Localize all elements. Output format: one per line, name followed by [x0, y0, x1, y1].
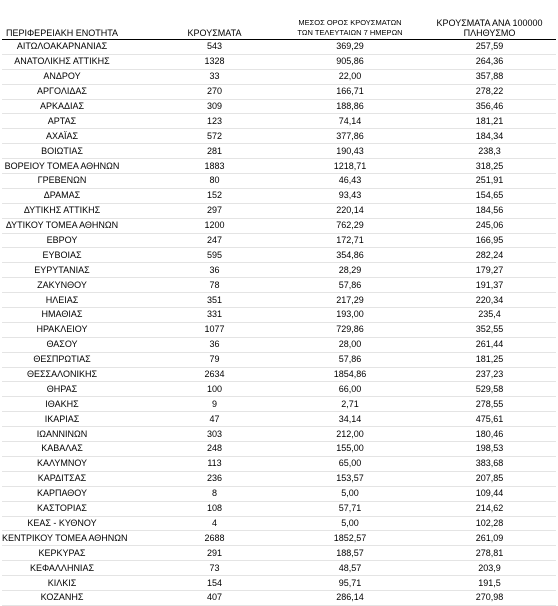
header-cases-per-100000 — [423, 8, 556, 40]
table-row — [2, 159, 556, 174]
cases-cell: 331 — [152, 308, 277, 323]
table-header — [2, 8, 556, 40]
cases-cell: 113 — [152, 456, 277, 471]
area-cell: ΚΑΛΥΜΝΟΥ — [2, 456, 152, 471]
area-cell: ΘΑΣΟΥ — [2, 337, 152, 352]
avg-7day-cell: 188,57 — [277, 546, 423, 561]
table-row — [2, 516, 556, 531]
table-row — [2, 308, 556, 323]
header-cases-per-100000-line2: ΠΛΗΘΥΣΜΟ — [463, 28, 516, 38]
area-cell: ΘΗΡΑΣ — [2, 382, 152, 397]
per-100000-cell: 102,28 — [423, 516, 556, 531]
cases-cell: 248 — [152, 442, 277, 457]
avg-7day-cell: 5,00 — [277, 516, 423, 531]
avg-7day-cell: 155,00 — [277, 442, 423, 457]
table-row — [2, 442, 556, 457]
table-body — [2, 40, 556, 606]
avg-7day-cell: 166,71 — [277, 84, 423, 99]
cases-cell: 1200 — [152, 218, 277, 233]
avg-7day-cell: 377,86 — [277, 129, 423, 144]
area-cell: ΚΟΖΑΝΗΣ — [2, 590, 152, 605]
per-100000-cell: 278,81 — [423, 546, 556, 561]
table-row — [2, 471, 556, 486]
avg-7day-cell: 729,86 — [277, 322, 423, 337]
per-100000-cell: 214,62 — [423, 501, 556, 516]
per-100000-cell: 356,46 — [423, 99, 556, 114]
per-100000-cell: 261,09 — [423, 531, 556, 546]
per-100000-cell: 180,46 — [423, 427, 556, 442]
table-row — [2, 84, 556, 99]
avg-7day-cell: 34,14 — [277, 412, 423, 427]
cases-cell: 152 — [152, 188, 277, 203]
table-row — [2, 397, 556, 412]
area-cell: ΕΒΡΟΥ — [2, 233, 152, 248]
table-row — [2, 456, 556, 471]
table-row — [2, 114, 556, 129]
area-cell: ΑΡΓΟΛΙΔΑΣ — [2, 84, 152, 99]
avg-7day-cell: 1854,86 — [277, 367, 423, 382]
cases-cell: 4 — [152, 516, 277, 531]
area-cell: ΚΕΝΤΡΙΚΟΥ ΤΟΜΕΑ ΑΘΗΝΩΝ — [2, 531, 152, 546]
area-cell: ΚΑΣΤΟΡΙΑΣ — [2, 501, 152, 516]
cases-cell: 236 — [152, 471, 277, 486]
avg-7day-cell: 220,14 — [277, 203, 423, 218]
cases-cell: 33 — [152, 69, 277, 84]
per-100000-cell: 357,88 — [423, 69, 556, 84]
per-100000-cell: 238,3 — [423, 144, 556, 159]
avg-7day-cell: 46,43 — [277, 174, 423, 189]
per-100000-cell: 278,55 — [423, 397, 556, 412]
cases-cell: 407 — [152, 590, 277, 605]
avg-7day-cell: 48,57 — [277, 561, 423, 576]
area-cell: ΔΡΑΜΑΣ — [2, 188, 152, 203]
area-cell: ΑΝΔΡΟΥ — [2, 69, 152, 84]
area-cell: ΕΥΡΥΤΑΝΙΑΣ — [2, 263, 152, 278]
table-row — [2, 590, 556, 605]
header-area: ΠΕΡΙΦΕΡΕΙΑΚΗ ΕΝΟΤΗΤΑ — [2, 8, 152, 40]
cases-cell: 281 — [152, 144, 277, 159]
cases-cell: 291 — [152, 546, 277, 561]
avg-7day-cell: 57,86 — [277, 352, 423, 367]
per-100000-cell: 220,34 — [423, 293, 556, 308]
table-row — [2, 531, 556, 546]
per-100000-cell: 318,25 — [423, 159, 556, 174]
cases-cell: 78 — [152, 278, 277, 293]
area-cell: ΚΑΡΔΙΤΣΑΣ — [2, 471, 152, 486]
area-cell: ΓΡΕΒΕΝΩΝ — [2, 174, 152, 189]
table-row — [2, 352, 556, 367]
avg-7day-cell: 905,86 — [277, 54, 423, 69]
per-100000-cell: 261,44 — [423, 337, 556, 352]
table-row — [2, 427, 556, 442]
header-cases: ΚΡΟΥΣΜΑΤΑ — [152, 8, 277, 40]
cases-cell: 572 — [152, 129, 277, 144]
area-cell: ΑΝΑΤΟΛΙΚΗΣ ΑΤΤΙΚΗΣ — [2, 54, 152, 69]
table-row — [2, 486, 556, 501]
cases-table — [2, 8, 556, 606]
per-100000-cell: 278,22 — [423, 84, 556, 99]
header-7day-average — [277, 8, 423, 40]
per-100000-cell: 237,23 — [423, 367, 556, 382]
area-cell: ΚΕΡΚΥΡΑΣ — [2, 546, 152, 561]
table-row — [2, 561, 556, 576]
per-100000-cell: 181,21 — [423, 114, 556, 129]
cases-cell: 79 — [152, 352, 277, 367]
per-100000-cell: 154,65 — [423, 188, 556, 203]
area-cell: ΒΟΡΕΙΟΥ ΤΟΜΕΑ ΑΘΗΝΩΝ — [2, 159, 152, 174]
avg-7day-cell: 354,86 — [277, 248, 423, 263]
per-100000-cell: 282,24 — [423, 248, 556, 263]
table-row — [2, 367, 556, 382]
table-row — [2, 337, 556, 352]
cases-cell: 36 — [152, 337, 277, 352]
per-100000-cell: 383,68 — [423, 456, 556, 471]
area-cell: ΘΕΣΣΑΛΟΝΙΚΗΣ — [2, 367, 152, 382]
area-cell: ΚΑΒΑΛΑΣ — [2, 442, 152, 457]
per-100000-cell: 245,06 — [423, 218, 556, 233]
table-row — [2, 188, 556, 203]
cases-cell: 309 — [152, 99, 277, 114]
table-row — [2, 54, 556, 69]
cases-cell: 1883 — [152, 159, 277, 174]
avg-7day-cell: 369,29 — [277, 40, 423, 55]
table-row — [2, 576, 556, 591]
avg-7day-cell: 57,71 — [277, 501, 423, 516]
avg-7day-cell: 188,86 — [277, 99, 423, 114]
per-100000-cell: 251,91 — [423, 174, 556, 189]
area-cell: ΙΩΑΝΝΙΝΩΝ — [2, 427, 152, 442]
area-cell: ΚΕΑΣ - ΚΥΘΝΟΥ — [2, 516, 152, 531]
avg-7day-cell: 193,00 — [277, 308, 423, 323]
cases-cell: 9 — [152, 397, 277, 412]
header-7day-average-line1: ΜΕΣΟΣ ΟΡΟΣ ΚΡΟΥΣΜΑΤΩΝ — [298, 18, 402, 27]
table-row — [2, 412, 556, 427]
cases-cell: 351 — [152, 293, 277, 308]
cases-cell: 80 — [152, 174, 277, 189]
cases-cell: 247 — [152, 233, 277, 248]
avg-7day-cell: 28,29 — [277, 263, 423, 278]
cases-cell: 8 — [152, 486, 277, 501]
avg-7day-cell: 5,00 — [277, 486, 423, 501]
per-100000-cell: 109,44 — [423, 486, 556, 501]
per-100000-cell: 191,37 — [423, 278, 556, 293]
avg-7day-cell: 74,14 — [277, 114, 423, 129]
per-100000-cell: 270,98 — [423, 590, 556, 605]
area-cell: ΖΑΚΥΝΘΟΥ — [2, 278, 152, 293]
cases-cell: 2634 — [152, 367, 277, 382]
avg-7day-cell: 93,43 — [277, 188, 423, 203]
area-cell: ΕΥΒΟΙΑΣ — [2, 248, 152, 263]
avg-7day-cell: 95,71 — [277, 576, 423, 591]
table-row — [2, 501, 556, 516]
per-100000-cell: 191,5 — [423, 576, 556, 591]
per-100000-cell: 179,27 — [423, 263, 556, 278]
avg-7day-cell: 286,14 — [277, 590, 423, 605]
area-cell: ΗΛΕΙΑΣ — [2, 293, 152, 308]
area-cell: ΚΑΡΠΑΘΟΥ — [2, 486, 152, 501]
avg-7day-cell: 1218,71 — [277, 159, 423, 174]
cases-cell: 154 — [152, 576, 277, 591]
avg-7day-cell: 2,71 — [277, 397, 423, 412]
header-cases-per-100000-line1: ΚΡΟΥΣΜΑΤΑ ΑΝΑ 100000 — [436, 18, 543, 28]
area-cell: ΚΕΦΑΛΛΗΝΙΑΣ — [2, 561, 152, 576]
cases-cell: 123 — [152, 114, 277, 129]
area-cell: ΗΡΑΚΛΕΙΟΥ — [2, 322, 152, 337]
per-100000-cell: 235,4 — [423, 308, 556, 323]
area-cell: ΙΚΑΡΙΑΣ — [2, 412, 152, 427]
area-cell: ΔΥΤΙΚΟΥ ΤΟΜΕΑ ΑΘΗΝΩΝ — [2, 218, 152, 233]
per-100000-cell: 166,95 — [423, 233, 556, 248]
per-100000-cell: 184,34 — [423, 129, 556, 144]
avg-7day-cell: 172,71 — [277, 233, 423, 248]
avg-7day-cell: 212,00 — [277, 427, 423, 442]
header-row — [2, 8, 556, 40]
table-row — [2, 203, 556, 218]
avg-7day-cell: 28,00 — [277, 337, 423, 352]
cases-cell: 303 — [152, 427, 277, 442]
avg-7day-cell: 1852,57 — [277, 531, 423, 546]
area-cell: ΘΕΣΠΡΩΤΙΑΣ — [2, 352, 152, 367]
cases-cell: 47 — [152, 412, 277, 427]
cases-cell: 36 — [152, 263, 277, 278]
per-100000-cell: 475,61 — [423, 412, 556, 427]
per-100000-cell: 529,58 — [423, 382, 556, 397]
cases-cell: 100 — [152, 382, 277, 397]
table-row — [2, 99, 556, 114]
table-row — [2, 263, 556, 278]
per-100000-cell: 198,53 — [423, 442, 556, 457]
per-100000-cell: 181,25 — [423, 352, 556, 367]
avg-7day-cell: 66,00 — [277, 382, 423, 397]
per-100000-cell: 184,56 — [423, 203, 556, 218]
table-row — [2, 293, 556, 308]
table-row — [2, 129, 556, 144]
area-cell: ΑΙΤΩΛΟΑΚΑΡΝΑΝΙΑΣ — [2, 40, 152, 55]
area-cell: ΗΜΑΘΙΑΣ — [2, 308, 152, 323]
cases-cell: 73 — [152, 561, 277, 576]
avg-7day-cell: 65,00 — [277, 456, 423, 471]
cases-cell: 543 — [152, 40, 277, 55]
cases-cell: 595 — [152, 248, 277, 263]
avg-7day-cell: 153,57 — [277, 471, 423, 486]
table-row — [2, 218, 556, 233]
cases-cell: 1077 — [152, 322, 277, 337]
table-row — [2, 40, 556, 55]
table-row — [2, 278, 556, 293]
cases-cell: 1328 — [152, 54, 277, 69]
area-cell: ΙΘΑΚΗΣ — [2, 397, 152, 412]
per-100000-cell: 257,59 — [423, 40, 556, 55]
per-100000-cell: 352,55 — [423, 322, 556, 337]
table-row — [2, 233, 556, 248]
per-100000-cell: 207,85 — [423, 471, 556, 486]
table-row — [2, 546, 556, 561]
table-row — [2, 144, 556, 159]
area-cell: ΔΥΤΙΚΗΣ ΑΤΤΙΚΗΣ — [2, 203, 152, 218]
cases-cell: 270 — [152, 84, 277, 99]
avg-7day-cell: 22,00 — [277, 69, 423, 84]
cases-cell: 297 — [152, 203, 277, 218]
area-cell: ΒΟΙΩΤΙΑΣ — [2, 144, 152, 159]
cases-cell: 2688 — [152, 531, 277, 546]
cases-cell: 108 — [152, 501, 277, 516]
area-cell: ΑΡΚΑΔΙΑΣ — [2, 99, 152, 114]
table-row — [2, 69, 556, 84]
area-cell: ΑΧΑΪΑΣ — [2, 129, 152, 144]
table-row — [2, 322, 556, 337]
header-7day-average-line2: ΤΩΝ ΤΕΛΕΥΤΑΙΩΝ 7 ΗΜΕΡΩΝ — [297, 28, 403, 37]
table-row — [2, 248, 556, 263]
avg-7day-cell: 217,29 — [277, 293, 423, 308]
per-100000-cell: 264,36 — [423, 54, 556, 69]
table-row — [2, 382, 556, 397]
per-100000-cell: 203,9 — [423, 561, 556, 576]
area-cell: ΑΡΤΑΣ — [2, 114, 152, 129]
avg-7day-cell: 190,43 — [277, 144, 423, 159]
avg-7day-cell: 57,86 — [277, 278, 423, 293]
avg-7day-cell: 762,29 — [277, 218, 423, 233]
area-cell: ΚΙΛΚΙΣ — [2, 576, 152, 591]
table-row — [2, 174, 556, 189]
